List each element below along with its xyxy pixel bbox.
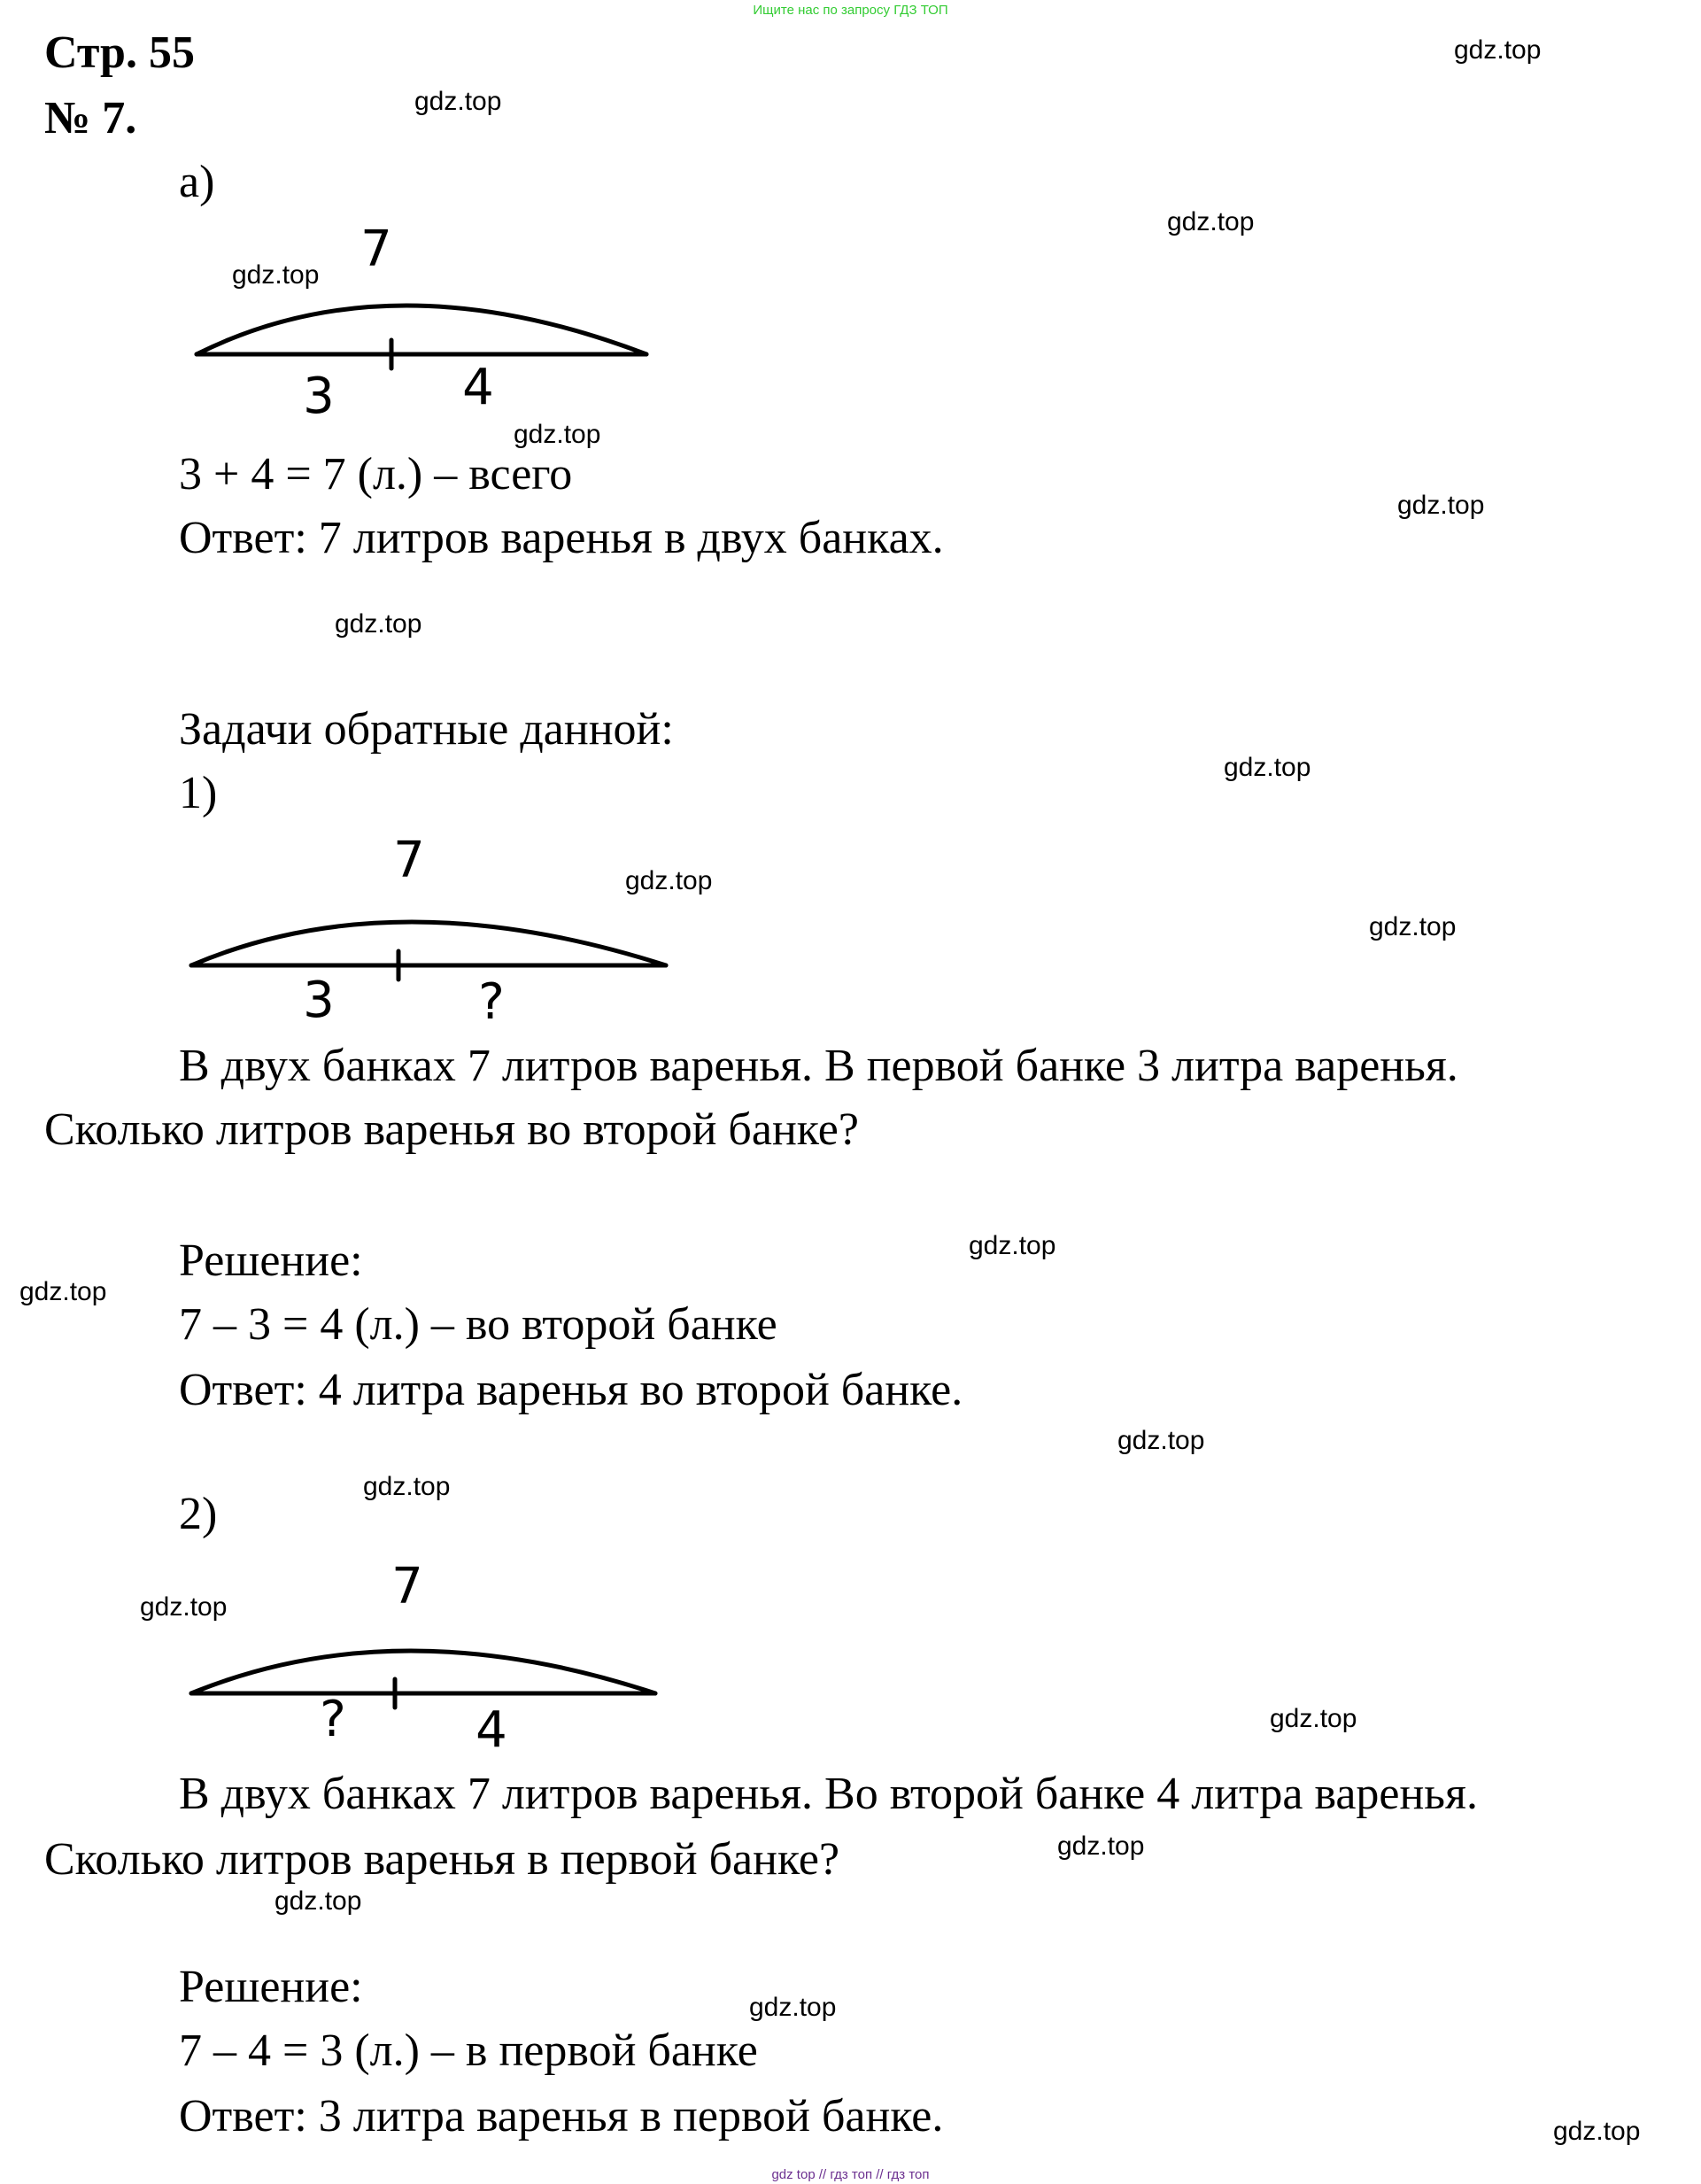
watermark: gdz.top (625, 866, 713, 895)
inverse-2-problem-line-2: Сколько литров варенья в первой банке? (44, 1834, 840, 1885)
part-a-diagram-arc (197, 306, 646, 354)
watermark: gdz.top (274, 1886, 362, 1916)
watermark: gdz.top (1369, 912, 1457, 941)
inverse-1-diagram-part-2: ? (478, 973, 505, 1031)
watermark: gdz.top (363, 1472, 451, 1501)
part-a-answer: Ответ: 7 литров варенья в двух банках. (179, 513, 944, 563)
watermark: gdz.top (969, 1231, 1056, 1260)
watermark: gdz.top (335, 609, 422, 639)
top-banner: Ищите нас по запросу ГДЗ ТОП (753, 3, 948, 18)
watermark: gdz.top (1397, 491, 1485, 520)
watermark: gdz.top (1454, 35, 1542, 65)
inverse-1-diagram-part-1: 3 (303, 972, 335, 1029)
watermark: gdz.top (140, 1592, 228, 1622)
watermark: gdz.top (749, 1993, 837, 2022)
inverse-1-solution-label: Решение: (179, 1235, 363, 1286)
inverse-2-solution: 7 – 4 = 3 (л.) – в первой банке (179, 2025, 758, 2076)
watermark: gdz.top (514, 420, 601, 449)
inverse-1-label: 1) (179, 768, 218, 818)
watermark: gdz.top (1057, 1832, 1145, 1861)
watermark: gdz.top (1117, 1426, 1205, 1455)
watermark: gdz.top (1270, 1704, 1357, 1733)
inverse-1-diagram-total: 7 (393, 832, 425, 889)
watermark: gdz.top (414, 87, 502, 116)
watermark: gdz.top (19, 1277, 107, 1306)
inverse-2-diagram (186, 1548, 664, 1759)
inverse-2-problem-line-1: В двух банках 7 литров варенья. Во второй банке 4 литра варенья. (179, 1769, 1478, 1819)
inverse-2-diagram-arc (191, 1651, 655, 1693)
part-a-solution: 3 + 4 = 7 (л.) – всего (179, 449, 573, 500)
inverse-1-answer: Ответ: 4 литра варенья во второй банке. (179, 1365, 963, 1415)
part-a-diagram-part-2: 4 (462, 359, 494, 416)
inverse-heading: Задачи обратные данной: (179, 704, 674, 755)
inverse-2-label: 2) (179, 1489, 218, 1539)
inverse-2-solution-label: Решение: (179, 1962, 363, 2012)
inverse-2-diagram-total: 7 (391, 1558, 423, 1615)
part-a-diagram-part-1: 3 (303, 368, 335, 425)
page-heading: Стр. 55 (44, 27, 195, 78)
inverse-1-solution: 7 – 3 = 4 (л.) – во второй банке (179, 1299, 777, 1350)
watermark: gdz.top (1167, 207, 1255, 236)
part-a-diagram-total: 7 (360, 221, 392, 278)
inverse-2-diagram-part-2: 4 (476, 1701, 507, 1759)
inverse-1-problem-line-1: В двух банках 7 литров варенья. В первой банке 3 литра варенья. (179, 1041, 1458, 1091)
part-a-label: а) (179, 157, 215, 207)
inverse-1-diagram (186, 822, 682, 1031)
inverse-2-diagram-part-1: ? (320, 1691, 346, 1748)
watermark: gdz.top (232, 260, 320, 290)
part-a-diagram (186, 211, 664, 425)
task-number: № 7. (44, 93, 137, 143)
bottom-banner: gdz top // гдз топ // гдз топ (771, 2167, 930, 2182)
watermark: gdz.top (1553, 2117, 1641, 2146)
inverse-2-answer: Ответ: 3 литра варенья в первой банке. (179, 2091, 944, 2141)
inverse-1-problem-line-2: Сколько литров варенья во второй банке? (44, 1104, 859, 1155)
watermark: gdz.top (1224, 753, 1311, 782)
inverse-1-diagram-arc (191, 922, 666, 965)
